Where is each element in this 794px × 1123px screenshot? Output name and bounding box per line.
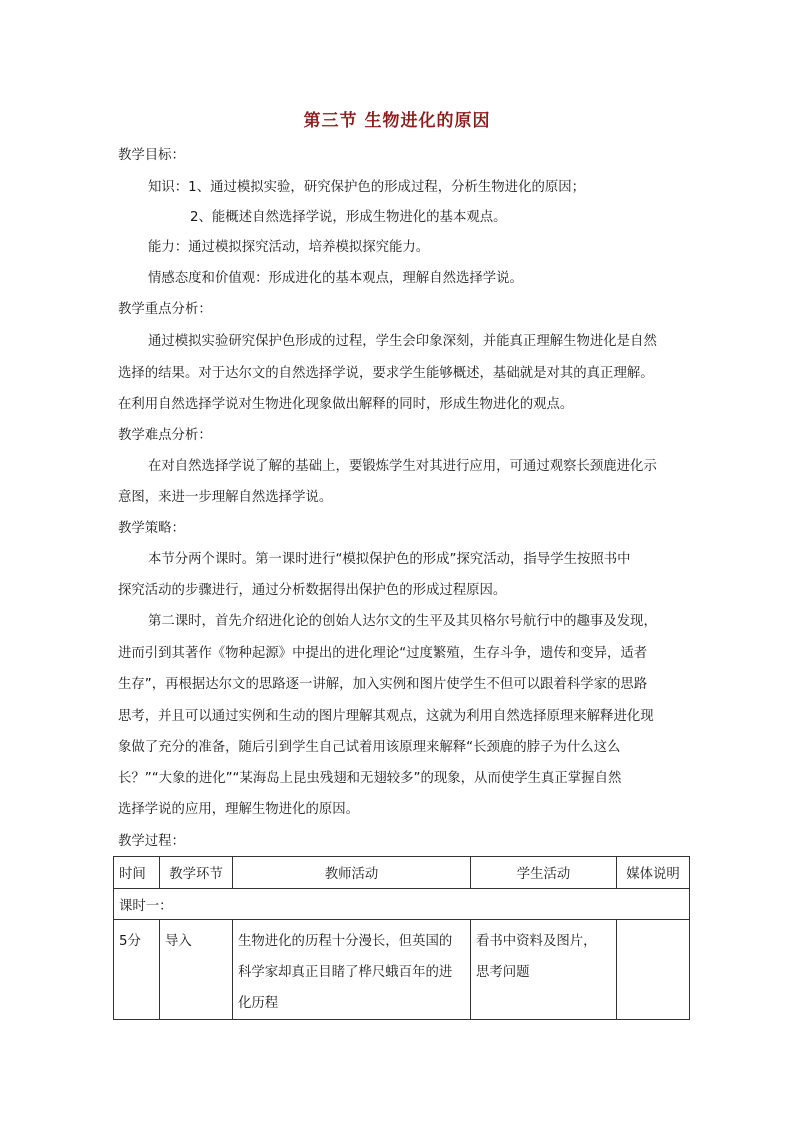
strategy-line: 生存”，再根据达尔文的思路逐一讲解，加入实例和图片使学生不但可以跟着科学家的思路 — [118, 677, 648, 692]
difficulty-heading: 教学难点分析： — [118, 428, 212, 443]
cell-time: 5分 — [114, 920, 160, 1020]
teaching-process-table — [113, 856, 690, 1020]
cell-student-activity — [471, 920, 617, 1020]
strategy-line: 进而引到其著作《物种起源》中提出的进化理论“过度繁殖，生存斗争，遗传和变异，适者 — [118, 646, 648, 661]
header-teacher: 教师活动 — [233, 857, 471, 889]
key-line: 选择的结果。对于达尔文的自然选择学说，要求学生能够概述，基础就是对其的真正理解。 — [118, 366, 654, 381]
teacher-line: 科学家却真正目睹了桦尺蛾百年的进 — [238, 965, 453, 980]
strategy-line: 思考，并且可以通过实例和生动的图片理解其观点，这就为利用自然选择原理来解释进化现 — [118, 709, 654, 724]
difficulty-line: 在对自然选择学说了解的基础上，要锻炼学生对其进行应用，可通过观察长颈鹿进化示 — [148, 459, 657, 474]
key-line: 通过模拟实验研究保护色形成的过程，学生会印象深刻，并能真正理解生物进化是自然 — [148, 334, 657, 349]
emotion-line: 情感态度和价值观：形成进化的基本观点，理解自然选择学说。 — [148, 271, 523, 286]
teacher-line: 化历程 — [238, 996, 279, 1011]
strategy-line: 本节分两个课时。第一课时进行“模拟保护色的形成”探究活动，指导学生按照书中 — [148, 552, 631, 567]
header-time: 时间 — [114, 857, 160, 889]
table-header-row — [114, 857, 690, 889]
section-row — [114, 889, 690, 920]
difficulty-line: 意图，来进一步理解自然选择学说。 — [118, 490, 333, 505]
cell-teacher-activity — [233, 920, 471, 1020]
page-title: 第三节 生物进化的原因 — [303, 111, 491, 131]
header-student: 学生活动 — [471, 857, 617, 889]
strategy-heading: 教学策略： — [118, 521, 185, 536]
student-line: 思考问题 — [476, 965, 530, 980]
ability-line: 能力：通过模拟探究活动，培养模拟探究能力。 — [148, 240, 430, 255]
student-line: 看书中资料及图片， — [476, 934, 597, 949]
cell-media — [617, 920, 690, 1020]
header-stage: 教学环节 — [160, 857, 233, 889]
teacher-line: 生物进化的历程十分漫长，但英国的 — [238, 934, 453, 949]
table-row — [114, 920, 690, 1020]
cell-stage: 导入 — [160, 920, 233, 1020]
knowledge-line-2: 2、能概述自然选择学说，形成生物进化的基本观点。 — [190, 210, 507, 225]
process-heading: 教学过程： — [118, 834, 185, 849]
strategy-line: 探究活动的步骤进行，通过分析数据得出保护色的形成过程原因。 — [118, 583, 507, 598]
strategy-line: 选择学说的应用，理解生物进化的原因。 — [118, 802, 360, 817]
header-media: 媒体说明 — [617, 857, 690, 889]
strategy-line: 第二课时，首先介绍进化论的创始人达尔文的生平及其贝格尔号航行中的趣事及发现， — [148, 614, 657, 629]
objectives-heading: 教学目标： — [118, 148, 185, 163]
knowledge-line-1: 知识：1、通过模拟实验，研究保护色的形成过程，分析生物进化的原因； — [148, 180, 586, 195]
key-line: 在利用自然选择学说对生物进化现象做出解释的同时，形成生物进化的观点。 — [118, 397, 574, 412]
section-label: 课时一： — [114, 889, 690, 920]
strategy-line: 长？”“大象的进化”“某海岛上昆虫残翅和无翅较多”的现象，从而使学生真正掌握自然 — [118, 771, 622, 786]
key-heading: 教学重点分析： — [118, 302, 212, 317]
strategy-line: 象做了充分的准备，随后引到学生自己试着用该原理来解释“长颈鹿的脖子为什么这么 — [118, 740, 621, 755]
